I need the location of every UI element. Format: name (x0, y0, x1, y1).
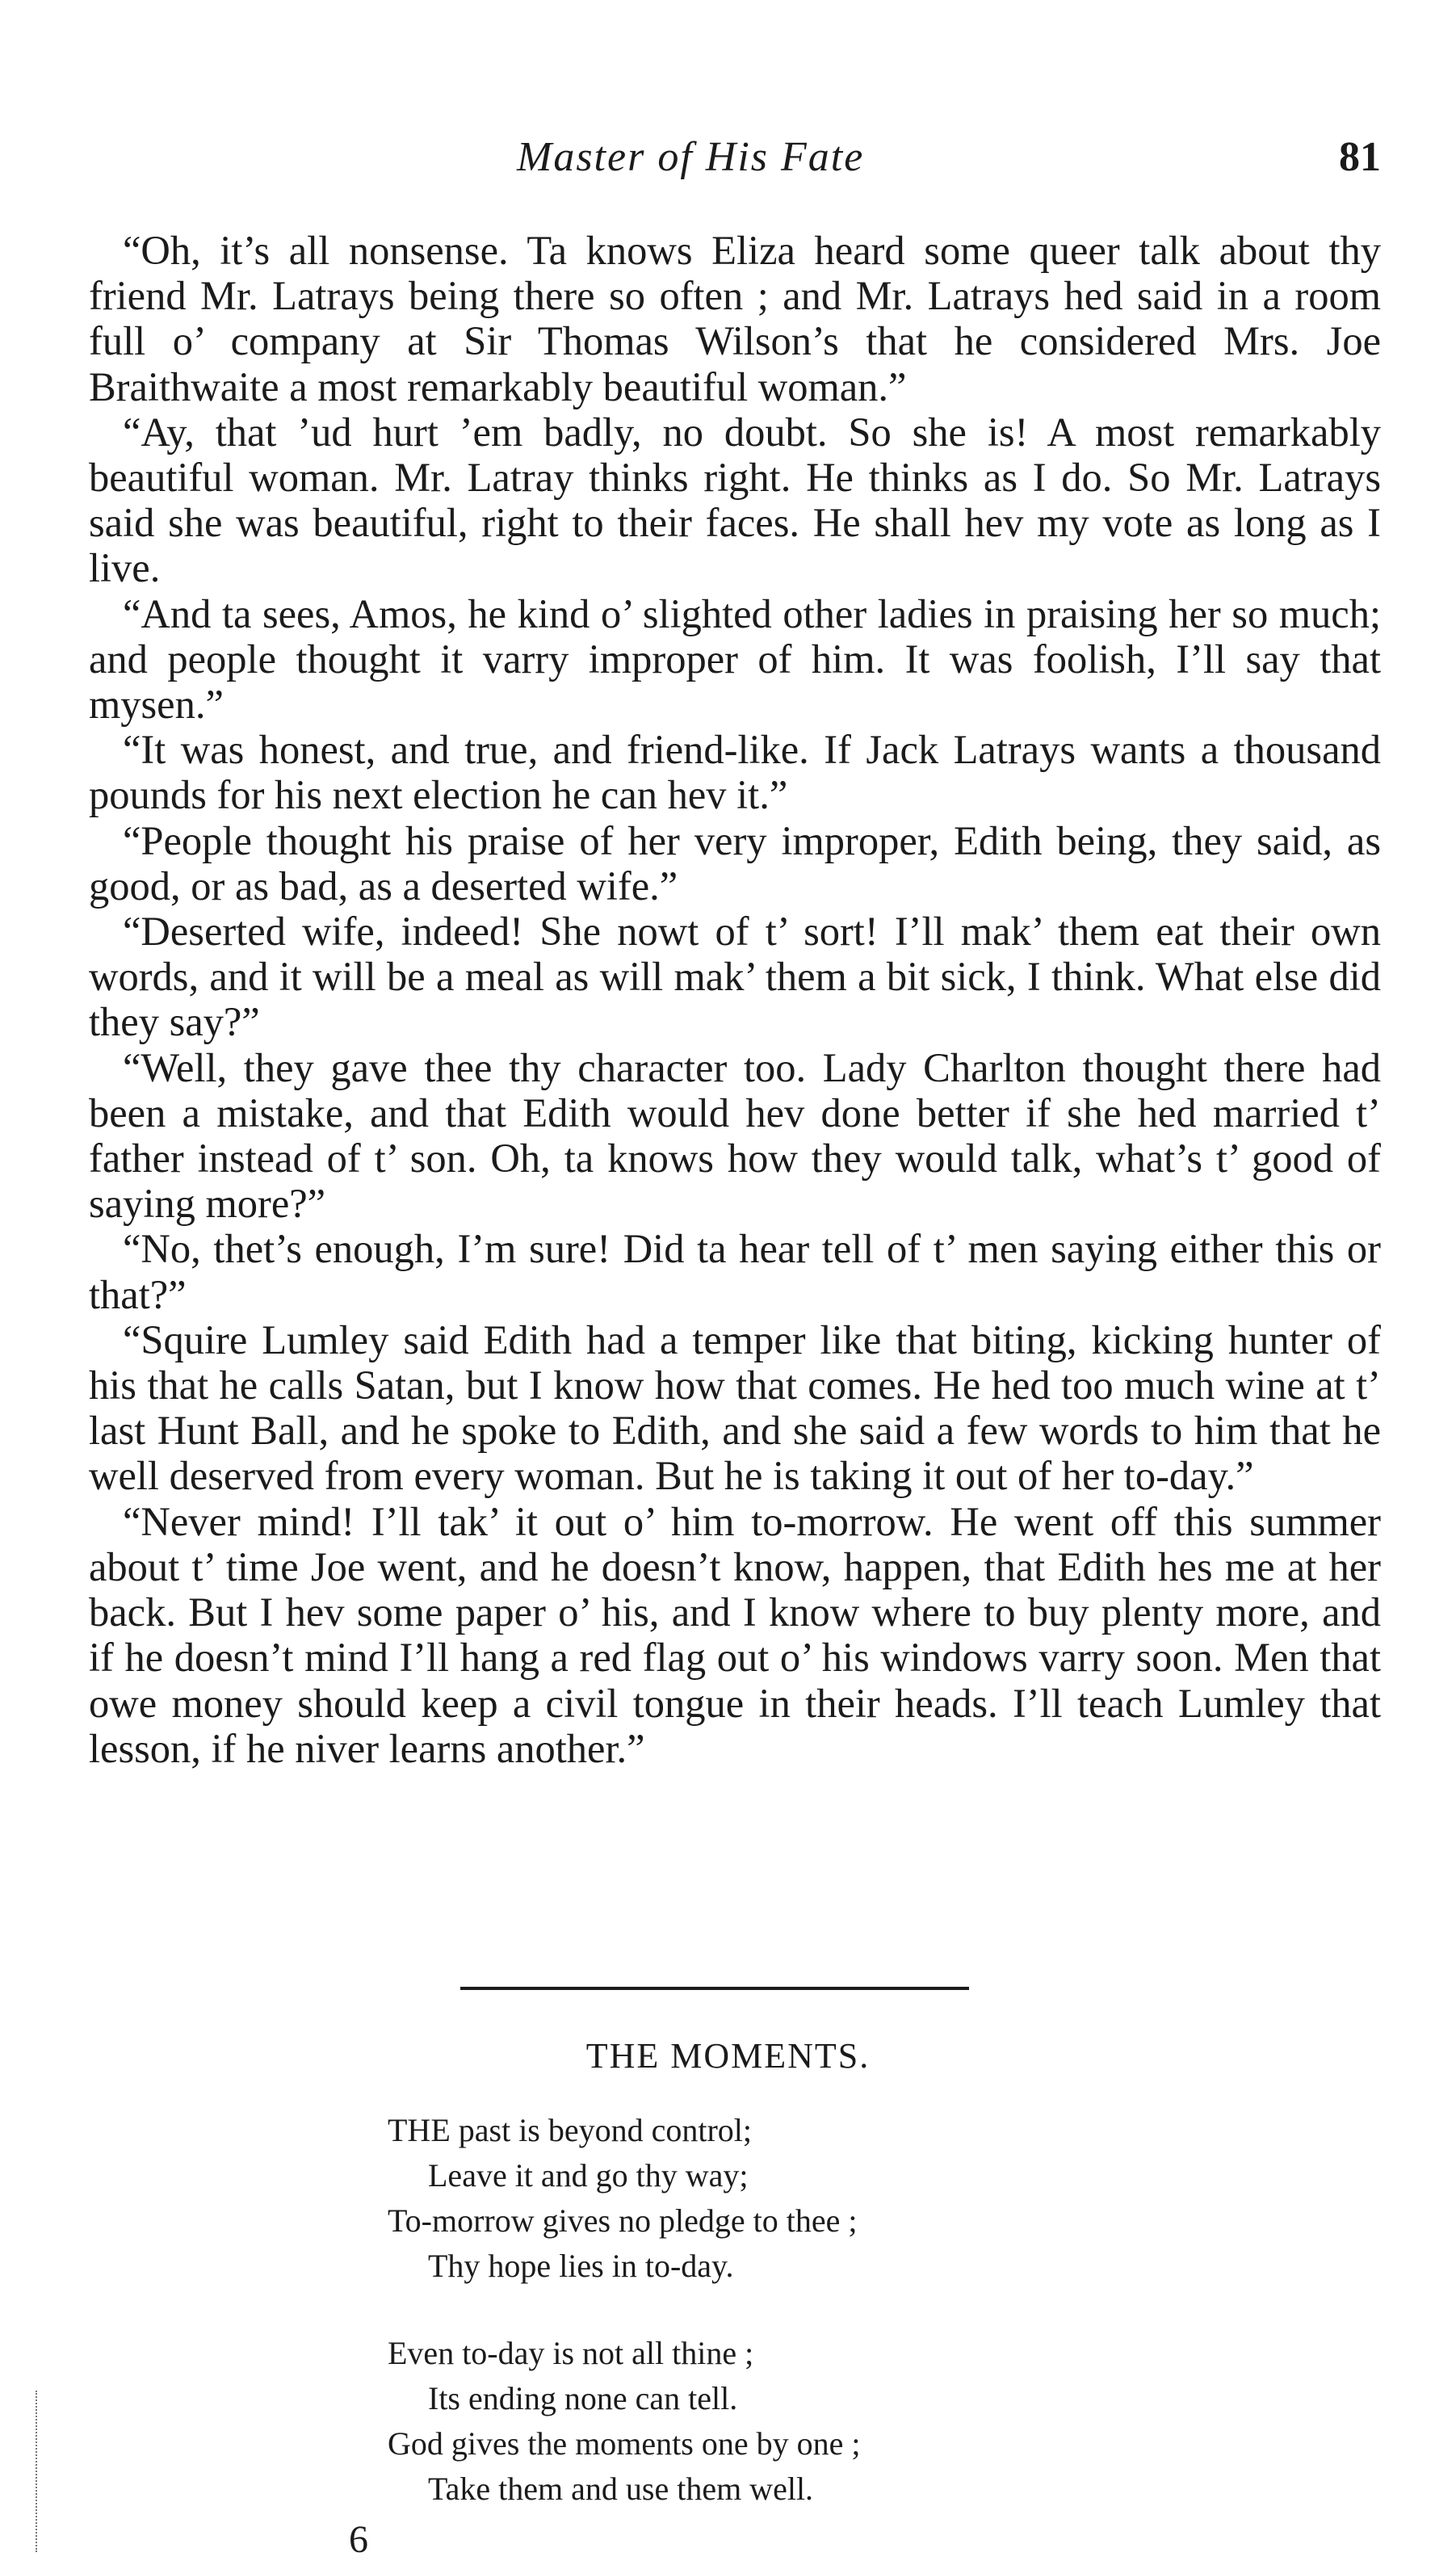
poem-line: THE past is beyond control; (388, 2112, 753, 2148)
poem-line: Take them and use them well. (428, 2471, 814, 2507)
poem-stanza (388, 2331, 860, 2512)
poem (388, 2108, 860, 2554)
paragraph: “Ay, that ’ud hurt ’em badly, no doubt. So she is! A most remarkably beautiful woman. Mr. Latray thinks right. He thinks as I do. So Mr. Latrays said she was beautiful, right to their faces. He shall hev my vote as long as I live. (89, 409, 1381, 591)
poem-line: God gives the moments one by one ; (388, 2425, 861, 2462)
poem-line: To-morrow gives no pledge to thee ; (388, 2202, 858, 2239)
poem-line: Even to-day is not all thine ; (388, 2335, 754, 2371)
paragraph: “People thought his praise of her very improper, Edith being, they said, as good, or as bad, as a deserted wife.” (89, 817, 1381, 909)
running-title: Master of His Fate (517, 134, 865, 180)
paragraph: “No, thet’s enough, I’m sure! Did ta hear tell of t’ men saying either this or that?” (89, 1226, 1381, 1317)
page-number: 81 (1339, 134, 1381, 180)
paragraph: “Well, they gave thee thy character too. Lady Charlton thought there had been a mistake, and that Edith would hev done better if she hed married t’ father instead of t’ son. Oh, ta knows how they would talk, what’s t’ good of saying more?” (89, 1044, 1381, 1227)
poem-title: THE MOMENTS. (585, 2036, 871, 2076)
paragraph: “Never mind! I’ll tak’ it out o’ him to-morrow. He went off this summer about t’ time Joe went, and he doesn’t know, happen, that Edith hes me at her back. But I hev some paper o’ his, and I know where to buy plenty more, and if he doesn’t mind I’ll hang a red flag out o’ his windows varry soon. Men that owe money should keep a civil tongue in their heads. I’ll teach Lumley that lesson, if he niver learns another.” (89, 1498, 1381, 1771)
paragraph: “It was honest, and true, and friend-like. If Jack Latrays wants a thousand pounds for his next election he can hev it.” (89, 727, 1381, 818)
paragraph: “Squire Lumley said Edith had a temper like that biting, kicking hunter of his that he calls Satan, but I know how that comes. He hed too much wine at t’ last Hunt Ball, and he spoke to Edith, and she said a few words to him that he well deserved from every woman. But he is taking it out of her to-day.” (89, 1316, 1381, 1499)
paragraph: “Deserted wife, indeed! She nowt of t’ sort! I’ll mak’ them eat their own words, and it will be a meal as will mak’ them a bit sick, I think. What else did they say?” (89, 909, 1381, 1045)
poem-line: Thy hope lies in to-day. (428, 2248, 734, 2284)
margin-scan-artifact (36, 2391, 37, 2552)
prose-body (89, 228, 1381, 1771)
signature-mark: 6 (349, 2518, 368, 2561)
paragraph: “And ta sees, Amos, he kind o’ slighted other ladies in praising her so much; and people thought it varry improper of him. It was foolish, I’ll say that mysen.” (89, 590, 1381, 728)
poem-line: Its ending none can tell. (428, 2380, 738, 2416)
poem-stanza (388, 2108, 860, 2289)
paragraph: “Oh, it’s all nonsense. Ta knows Eliza heard some queer talk about thy friend Mr. Latrays being there so often ; and Mr. Latrays hed said in a room full o’ company at Sir Thomas Wilson’s that he considered Mrs. Joe Braithwaite a most remarkably beautiful woman.” (89, 228, 1381, 409)
running-head (89, 133, 1381, 190)
section-divider (460, 1987, 969, 1990)
poem-line: Leave it and go thy way; (428, 2157, 749, 2194)
